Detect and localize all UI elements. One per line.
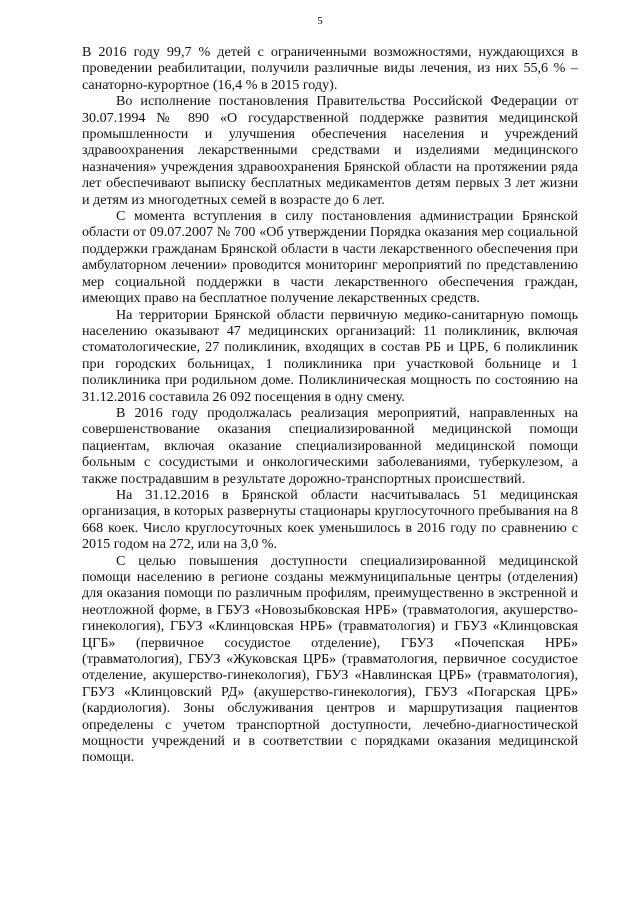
- paragraph-hospital-beds: На 31.12.2016 в Брянской области насчитывалась 51 медицинская организация, в которых развернуты стационары круглосуточного пребывания на 8 668 коек. Число круглосуточных коек уменьшилось в 2016 году по сравнению с 2015 годом на 272, или на 3,0 %.: [82, 486, 578, 553]
- document-body: [82, 44, 578, 766]
- paragraph-specialized-care: В 2016 году продолжалась реализация мероприятий, направленных на совершенствование оказания специализированной медицинской помощи пациентам, включая оказание специализированной медицинской помощи больным с сосудистыми и онкологическими заболеваниями, туберкулезом, а также пострадавшим в результате дорожно-транспортных происшествий.: [82, 404, 578, 487]
- paragraph-social-support: С момента вступления в силу постановления администрации Брянской области от 09.07.2007 № 700 «Об утверждении Порядка оказания мер социальной поддержки гражданам Брянской области в части лекарственного обеспечения при амбулаторном лечении» проводится мониторинг мероприятий по представлению мер социальной поддержки в части лекарственного обеспечения граждан, имеющих право на бесплатное получение лекарственных средств.: [82, 208, 578, 307]
- paragraph-free-medicines: Во исполнение постановления Правительства Российской Федерации от 30.07.1994 № 890 «О государственной поддержке развития медицинской промышленности и улучшения обеспечения населения и учреждений здравоохранения лекарственными средствами и изделиями медицинского назначения» учреждения здравоохранения Брянской области на протяжении ряда лет обеспечивают выписку бесплатных медикаментов детям первых 3 лет жизни и детям из многодетных семей в возрасте до 6 лет.: [82, 93, 578, 208]
- paragraph-primary-care: На территории Брянской области первичную медико-санитарную помощь населению оказывают 47 медицинских организаций: 11 поликлиник, включая стоматологические, 27 поликлиник, входящих в состав РБ и ЦРБ, 6 поликлиник при городских больницах, 1 поликлиника при участковой больнице и 1 поликлиника при родильном доме. Поликлиническая мощность по состоянию на 31.12.2016 составила 26 092 посещения в одну смену.: [82, 306, 578, 405]
- paragraph-child-rehabilitation: В 2016 году 99,7 % детей с ограниченными возможностями, нуждающихся в проведении реабилитации, получили различные виды лечения, из них 55,6 % – санаторно-курортное (16,4 % в 2015 году).: [82, 44, 578, 93]
- page-number: 5: [317, 15, 323, 27]
- paragraph-intermunicipal-centers: С целью повышения доступности специализированной медицинской помощи населению в регионе созданы межмуниципальные центры (отделения) для оказания помощи по различным профилям, преимущественно в экстренной и неотложной форме, в ГБУЗ «Новозыбковская НРБ» (травматология, акушерство-гинекология), ГБУЗ «Клинцовская НРБ» (травматология) и ГБУЗ «Клинцовская ЦГБ» (первичное сосудистое отделение), ГБУЗ «Почепская НРБ» (травматология), ГБУЗ «Жуковская ЦРБ» (травматология, первичное сосудистое отделение, акушерство-гинекология), ГБУЗ «Навлинская ЦРБ» (травматология), ГБУЗ «Клинцовский РД» (акушерство-гинекология), ГБУЗ «Погарская ЦРБ» (кардиология). Зоны обслуживания центров и маршрутизация пациентов определены с учетом транспортной доступности, лечебно-диагностической мощности учреждений и в соответствии с порядками оказания медицинской помощи.: [82, 552, 578, 766]
